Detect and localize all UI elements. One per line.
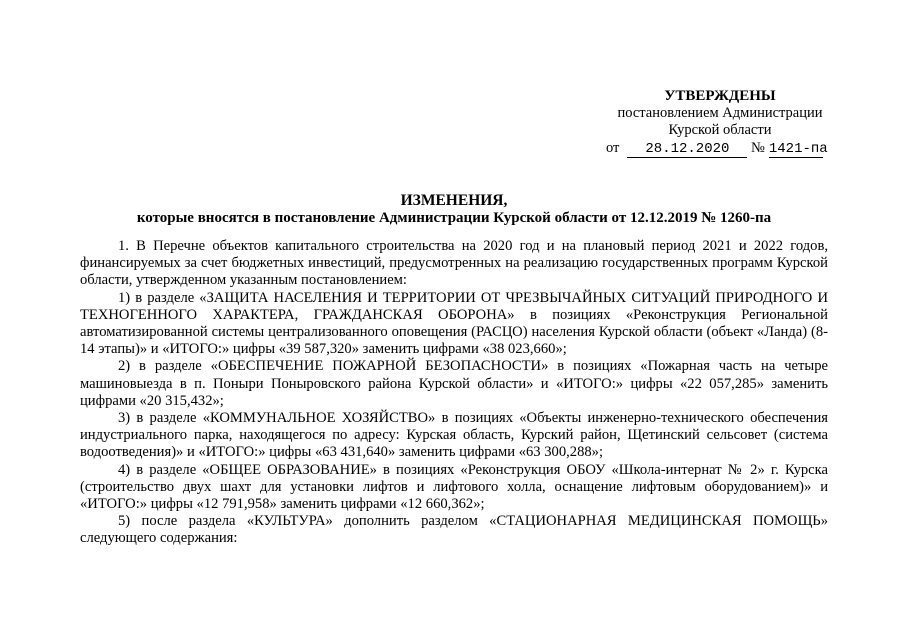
- approved-heading: УТВЕРЖДЕНЫ: [664, 88, 776, 104]
- approval-line-1: постановлением Администрации: [617, 105, 823, 121]
- date-prefix: от: [606, 140, 620, 156]
- approval-line-2: Курской области: [668, 122, 772, 138]
- title-subtitle: которые вносятся в постановление Администрации Курской области от 12.12.2019 № 1260-па: [136, 210, 772, 226]
- document-body: [80, 238, 828, 548]
- approval-date-row: [600, 140, 840, 158]
- paragraph-item-1: 1) в разделе «ЗАЩИТА НАСЕЛЕНИЯ И ТЕРРИТОРИИ ОТ ЧРЕЗВЫЧАЙНЫХ СИТУАЦИЙ ПРИРОДНОГО И ТЕХНОГЕННОГО ХАРАКТЕРА, ГРАЖДАНСКАЯ ОБОРОНА» в позициях «Реконструкция Региональной автоматизированной системы централизованного оповещения (РАСЦО) населения Курской области (объект «Ланда) (8-14 этапы)» и «ИТОГО:» цифры «39 587,320» заменить цифрами «38 023,660»;: [80, 289, 828, 358]
- paragraph-item-4: 4) в разделе «ОБЩЕЕ ОБРАЗОВАНИЕ» в позициях «Реконструкция ОБОУ «Школа-интернат № 2» г. Курска (строительство двух шахт для установки лифтов и лифтового холла, оснащение лифтовым оборудованием)» и «ИТОГО:» цифры «12 791,958» заменить цифрами «12 660,362»;: [80, 461, 828, 513]
- number-prefix: №: [751, 140, 765, 156]
- approval-date: 28.12.2020: [627, 142, 747, 158]
- approval-number: 1421-па: [768, 141, 828, 157]
- approval-block: [600, 88, 840, 158]
- paragraph-item-2: 2) в разделе «ОБЕСПЕЧЕНИЕ ПОЖАРНОЙ БЕЗОПАСНОСТИ» в позициях «Пожарная часть на четыре машиновыезда в п. Поныри Поныровского района Курской области» и «ИТОГО:» цифры «22 057,285» заменить цифрами «20 315,432»;: [80, 358, 828, 409]
- title-main: ИЗМЕНЕНИЯ,: [400, 192, 508, 209]
- paragraph-item-3: 3) в разделе «КОММУНАЛЬНОЕ ХОЗЯЙСТВО» в позициях «Объекты инженерно-технического обеспечения индустриального парка, находящегося по адресу: Курская область, Курский район, Щетинский сельсовет (система водоотведения)» и «ИТОГО:» цифры «63 431,640» заменить цифрами «63 300,288»;: [80, 410, 828, 461]
- paragraph-item-5: 5) после раздела «КУЛЬТУРА» дополнить разделом «СТАЦИОНАРНАЯ МЕДИЦИНСКАЯ ПОМОЩЬ» следующего содержания:: [80, 513, 828, 547]
- document-title: [80, 192, 828, 227]
- paragraph-1: 1. В Перечне объектов капитального строительства на 2020 год и на плановый период 2021 и 2022 годов, финансируемых за счет бюджетных инвестиций, предусмотренных на реализацию государственных программ Курской области, утвержденном указанным постановлением:: [80, 238, 828, 289]
